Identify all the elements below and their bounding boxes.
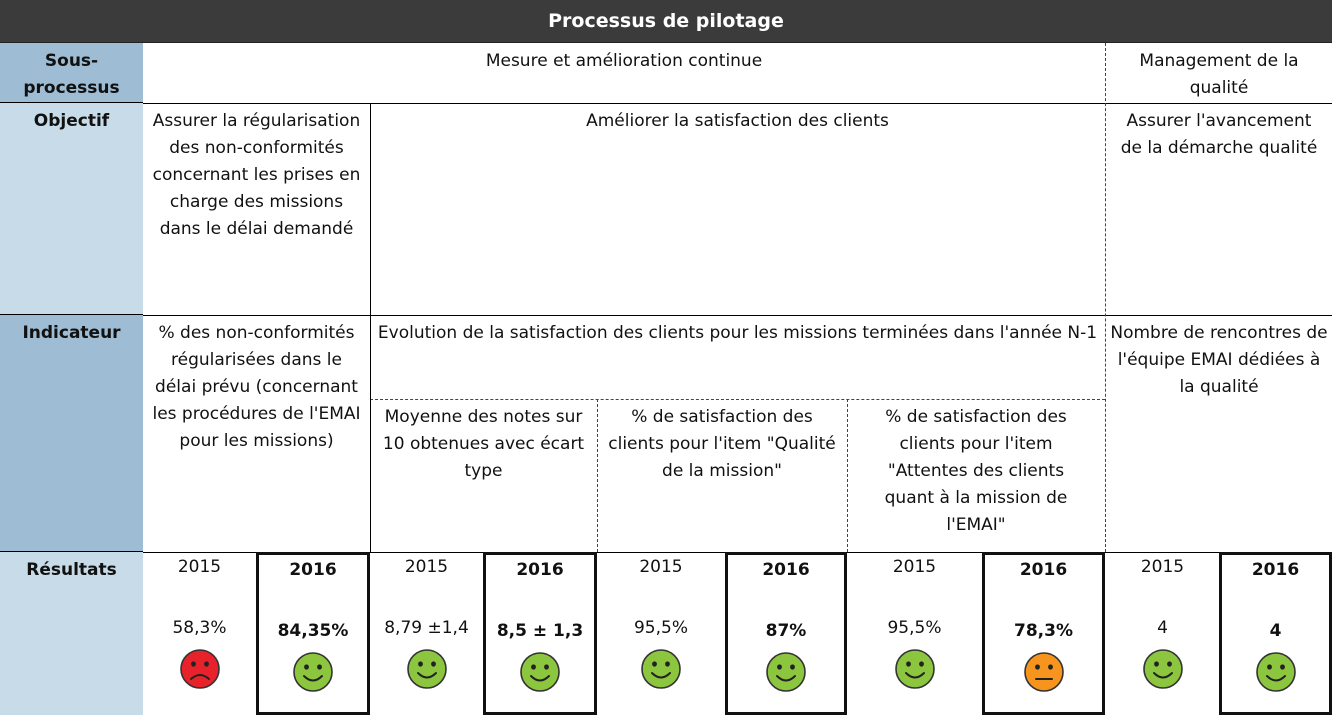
- result-value: 87%: [765, 621, 807, 641]
- result-year: 2015: [892, 557, 937, 577]
- table-title: Processus de pilotage: [0, 0, 1332, 43]
- grid-line: [143, 315, 1332, 316]
- row-labels-column: [0, 43, 143, 715]
- indicateur-attentes: % de satisfaction des clients pour l'item "Attentes des clients quant à la mission de l'EMAI": [884, 407, 1068, 535]
- indicateur-qualite: % de satisfaction des clients pour l'item "Qualité de la mission": [608, 407, 836, 481]
- result-year: 2016: [1251, 560, 1300, 580]
- row-label-resultats: Résultats: [0, 552, 143, 715]
- result-cell: [847, 552, 982, 715]
- result-value: 95,5%: [887, 618, 942, 638]
- grid-line: [597, 399, 598, 552]
- result-cell: [483, 552, 597, 715]
- result-year: 2015: [177, 557, 222, 577]
- result-cell: [143, 552, 256, 715]
- result-year: 2015: [1140, 557, 1185, 577]
- row-label-indicateur: Indicateur: [0, 315, 143, 552]
- row-label-objectif: Objectif: [0, 103, 143, 315]
- result-cell: [256, 552, 370, 715]
- result-cell: [1106, 552, 1219, 715]
- sous-processus-mesure: Mesure et amélioration continue: [485, 51, 763, 71]
- objectif-regularisation: Assurer la régularisation des non-conformités concernant les prises en charge des missions dans le délai demandé: [152, 111, 361, 239]
- neutral-face-icon: [1023, 651, 1065, 693]
- result-year: 2016: [1019, 560, 1068, 580]
- indicateur-rencontres: Nombre de rencontres de l'équipe EMAI dédiées à la qualité: [1110, 323, 1328, 397]
- grid-line: [1105, 43, 1106, 552]
- grid-line: [143, 103, 1332, 104]
- result-year: 2015: [639, 557, 683, 577]
- result-year: 2016: [289, 560, 337, 580]
- result-value: 8,5 ± 1,3: [496, 621, 584, 641]
- row-label-sous-processus: Sous-processus: [0, 43, 143, 103]
- result-value: 4: [1157, 618, 1168, 638]
- happy-face-icon: [1255, 651, 1297, 693]
- result-year: 2016: [762, 560, 810, 580]
- result-cell: [597, 552, 725, 715]
- happy-face-icon: [894, 648, 936, 690]
- happy-face-icon: [1142, 648, 1184, 690]
- happy-face-icon: [640, 648, 682, 690]
- result-value: 78,3%: [1014, 621, 1073, 641]
- result-year: 2015: [404, 557, 449, 577]
- happy-face-icon: [292, 651, 334, 693]
- indicateur-non-conformites: % des non-conformités régularisées dans le délai prévu (concernant les procédures de l'EMAI pour les missions): [152, 323, 361, 451]
- result-value: 58,3%: [172, 618, 227, 638]
- sad-face-icon: [179, 648, 221, 690]
- happy-face-icon: [406, 648, 448, 690]
- objectif-avancement: Assurer l'avancement de la démarche qualité: [1120, 111, 1318, 158]
- objectif-satisfaction: Améliorer la satisfaction des clients: [586, 111, 889, 131]
- result-cell: [1219, 552, 1332, 715]
- grid-line: [370, 399, 1105, 400]
- grid-line: [370, 103, 371, 552]
- indicateur-moyenne: Moyenne des notes sur 10 obtenues avec écart type: [382, 407, 585, 481]
- result-value: 84,35%: [277, 621, 349, 641]
- sous-processus-management: Management de la qualité: [1139, 51, 1299, 98]
- result-year: 2016: [516, 560, 564, 580]
- grid-line: [847, 399, 848, 552]
- result-value: 95,5%: [633, 618, 688, 638]
- happy-face-icon: [765, 651, 807, 693]
- indicateur-evolution: Evolution de la satisfaction des clients pour les missions terminées dans l'année N-1: [377, 323, 1098, 343]
- happy-face-icon: [519, 651, 561, 693]
- result-cell: [982, 552, 1105, 715]
- result-cell: [725, 552, 847, 715]
- result-value: 8,79 ±1,4: [384, 618, 469, 638]
- result-value: 4: [1269, 621, 1282, 641]
- result-cell: [370, 552, 483, 715]
